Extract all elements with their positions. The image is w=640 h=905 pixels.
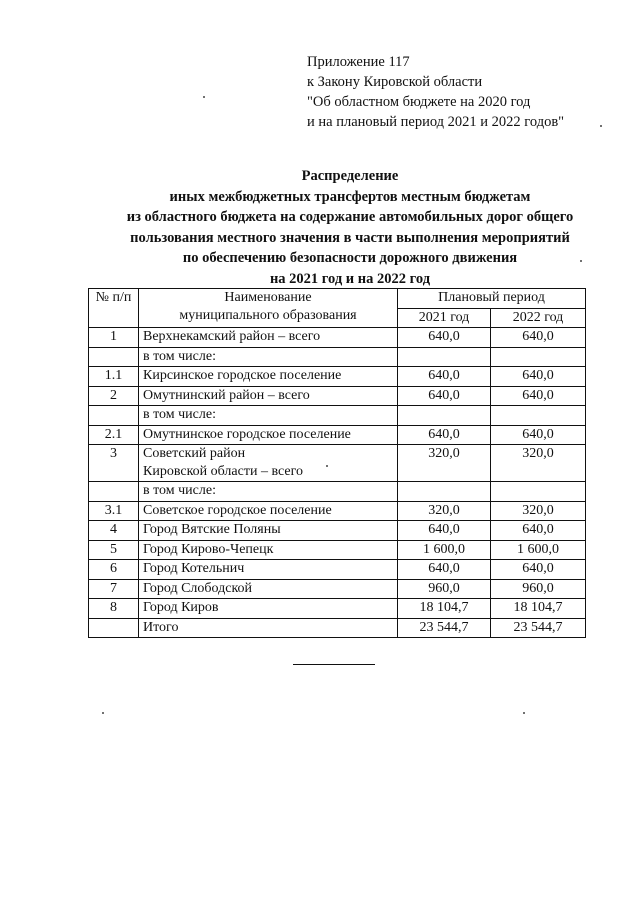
row-name: Город Кирово-Чепецк bbox=[139, 540, 398, 560]
row-num bbox=[89, 482, 139, 502]
scan-speck bbox=[102, 712, 104, 714]
row-num: 2 bbox=[89, 386, 139, 406]
table-row bbox=[89, 599, 586, 619]
header-2021: 2021 год bbox=[398, 308, 491, 328]
title-line: Распределение bbox=[301, 168, 399, 184]
row-num: 6 bbox=[89, 560, 139, 580]
row-value-2021: 640,0 bbox=[398, 521, 491, 541]
header-num: № п/п bbox=[89, 289, 139, 328]
row-value-2022 bbox=[491, 482, 586, 502]
row-value-2022 bbox=[491, 406, 586, 426]
header-name-line2: муниципального образования bbox=[179, 308, 357, 323]
scan-speck bbox=[523, 712, 525, 714]
row-name: Омутнинское городское поселение bbox=[139, 425, 398, 445]
row-num: 3.1 bbox=[89, 501, 139, 521]
table-row bbox=[89, 540, 586, 560]
row-name bbox=[139, 445, 398, 482]
row-value-2022: 320,0 bbox=[491, 445, 586, 482]
scan-speck bbox=[203, 96, 205, 98]
table-row bbox=[89, 386, 586, 406]
row-value-2022: 640,0 bbox=[491, 367, 586, 387]
row-value-2022: 960,0 bbox=[491, 579, 586, 599]
table-row bbox=[89, 425, 586, 445]
row-value-2021: 640,0 bbox=[398, 367, 491, 387]
end-rule bbox=[293, 664, 375, 665]
row-name: Итого bbox=[139, 618, 398, 638]
row-num: 3 bbox=[89, 445, 139, 482]
table-row bbox=[89, 560, 586, 580]
table-row bbox=[89, 347, 586, 367]
row-value-2022: 640,0 bbox=[491, 328, 586, 348]
row-name-line1: Советский район bbox=[143, 446, 246, 461]
table-row bbox=[89, 501, 586, 521]
row-name: Советское городское поселение bbox=[139, 501, 398, 521]
appendix-line: "Об областном бюджете на 2020 год bbox=[307, 94, 531, 110]
row-value-2021: 640,0 bbox=[398, 560, 491, 580]
appendix-line: Приложение 117 bbox=[307, 54, 410, 70]
row-name: в том числе: bbox=[139, 406, 398, 426]
row-num: 1.1 bbox=[89, 367, 139, 387]
row-name: в том числе: bbox=[139, 482, 398, 502]
row-value-2022: 640,0 bbox=[491, 560, 586, 580]
table-row bbox=[89, 445, 586, 482]
row-name: Город Вятские Поляны bbox=[139, 521, 398, 541]
appendix-block bbox=[307, 52, 564, 132]
row-num bbox=[89, 347, 139, 367]
row-name: Город Котельнич bbox=[139, 560, 398, 580]
row-value-2021 bbox=[398, 406, 491, 426]
table-row bbox=[89, 579, 586, 599]
row-name-line2: Кировской области – всего bbox=[143, 464, 303, 479]
transfers-table bbox=[88, 288, 586, 638]
appendix-line: и на плановый период 2021 и 2022 годов" bbox=[307, 114, 565, 130]
table-body bbox=[89, 328, 586, 638]
row-value-2021: 640,0 bbox=[398, 425, 491, 445]
row-num bbox=[89, 406, 139, 426]
row-num: 5 bbox=[89, 540, 139, 560]
row-value-2021: 1 600,0 bbox=[398, 540, 491, 560]
scan-speck bbox=[580, 260, 582, 262]
table-row bbox=[89, 482, 586, 502]
header-period: Плановый период bbox=[398, 289, 586, 309]
row-value-2021 bbox=[398, 482, 491, 502]
row-name: Город Слободской bbox=[139, 579, 398, 599]
row-name: в том числе: bbox=[139, 347, 398, 367]
row-num: 4 bbox=[89, 521, 139, 541]
row-value-2022: 1 600,0 bbox=[491, 540, 586, 560]
title-line: из областного бюджета на содержание автомобильных дорог общего bbox=[126, 209, 574, 225]
scan-speck bbox=[326, 465, 328, 467]
row-value-2021: 320,0 bbox=[398, 501, 491, 521]
document-title bbox=[60, 166, 640, 289]
table-row bbox=[89, 328, 586, 348]
header-name-line1: Наименование bbox=[224, 290, 312, 305]
row-name: Омутнинский район – всего bbox=[139, 386, 398, 406]
row-value-2021: 23 544,7 bbox=[398, 618, 491, 638]
row-value-2022: 640,0 bbox=[491, 425, 586, 445]
row-value-2021 bbox=[398, 347, 491, 367]
row-value-2021: 640,0 bbox=[398, 328, 491, 348]
appendix-line: к Закону Кировской области bbox=[307, 74, 483, 90]
row-value-2021: 18 104,7 bbox=[398, 599, 491, 619]
row-num: 2.1 bbox=[89, 425, 139, 445]
title-line: по обеспечению безопасности дорожного движения bbox=[182, 250, 518, 266]
row-value-2022 bbox=[491, 347, 586, 367]
row-num: 8 bbox=[89, 599, 139, 619]
table-header-row bbox=[89, 289, 586, 309]
row-value-2021: 960,0 bbox=[398, 579, 491, 599]
title-line: пользования местного значения в части выполнения мероприятий bbox=[130, 229, 570, 246]
table-row bbox=[89, 367, 586, 387]
row-num: 7 bbox=[89, 579, 139, 599]
table-row bbox=[89, 618, 586, 638]
row-value-2022: 640,0 bbox=[491, 521, 586, 541]
header-2022: 2022 год bbox=[491, 308, 586, 328]
row-value-2022: 18 104,7 bbox=[491, 599, 586, 619]
scan-speck bbox=[600, 125, 602, 127]
row-name: Город Киров bbox=[139, 599, 398, 619]
row-num bbox=[89, 618, 139, 638]
row-value-2022: 23 544,7 bbox=[491, 618, 586, 638]
row-name: Кирсинское городское поселение bbox=[139, 367, 398, 387]
row-value-2021: 320,0 bbox=[398, 445, 491, 482]
title-line: на 2021 год и на 2022 год bbox=[269, 270, 431, 287]
row-value-2022: 320,0 bbox=[491, 501, 586, 521]
table-row bbox=[89, 406, 586, 426]
row-name: Верхнекамский район – всего bbox=[139, 328, 398, 348]
row-value-2021: 640,0 bbox=[398, 386, 491, 406]
table-row bbox=[89, 521, 586, 541]
header-name bbox=[139, 289, 398, 328]
row-num: 1 bbox=[89, 328, 139, 348]
row-value-2022: 640,0 bbox=[491, 386, 586, 406]
title-line: иных межбюджетных трансфертов местным бюджетам bbox=[169, 188, 531, 205]
